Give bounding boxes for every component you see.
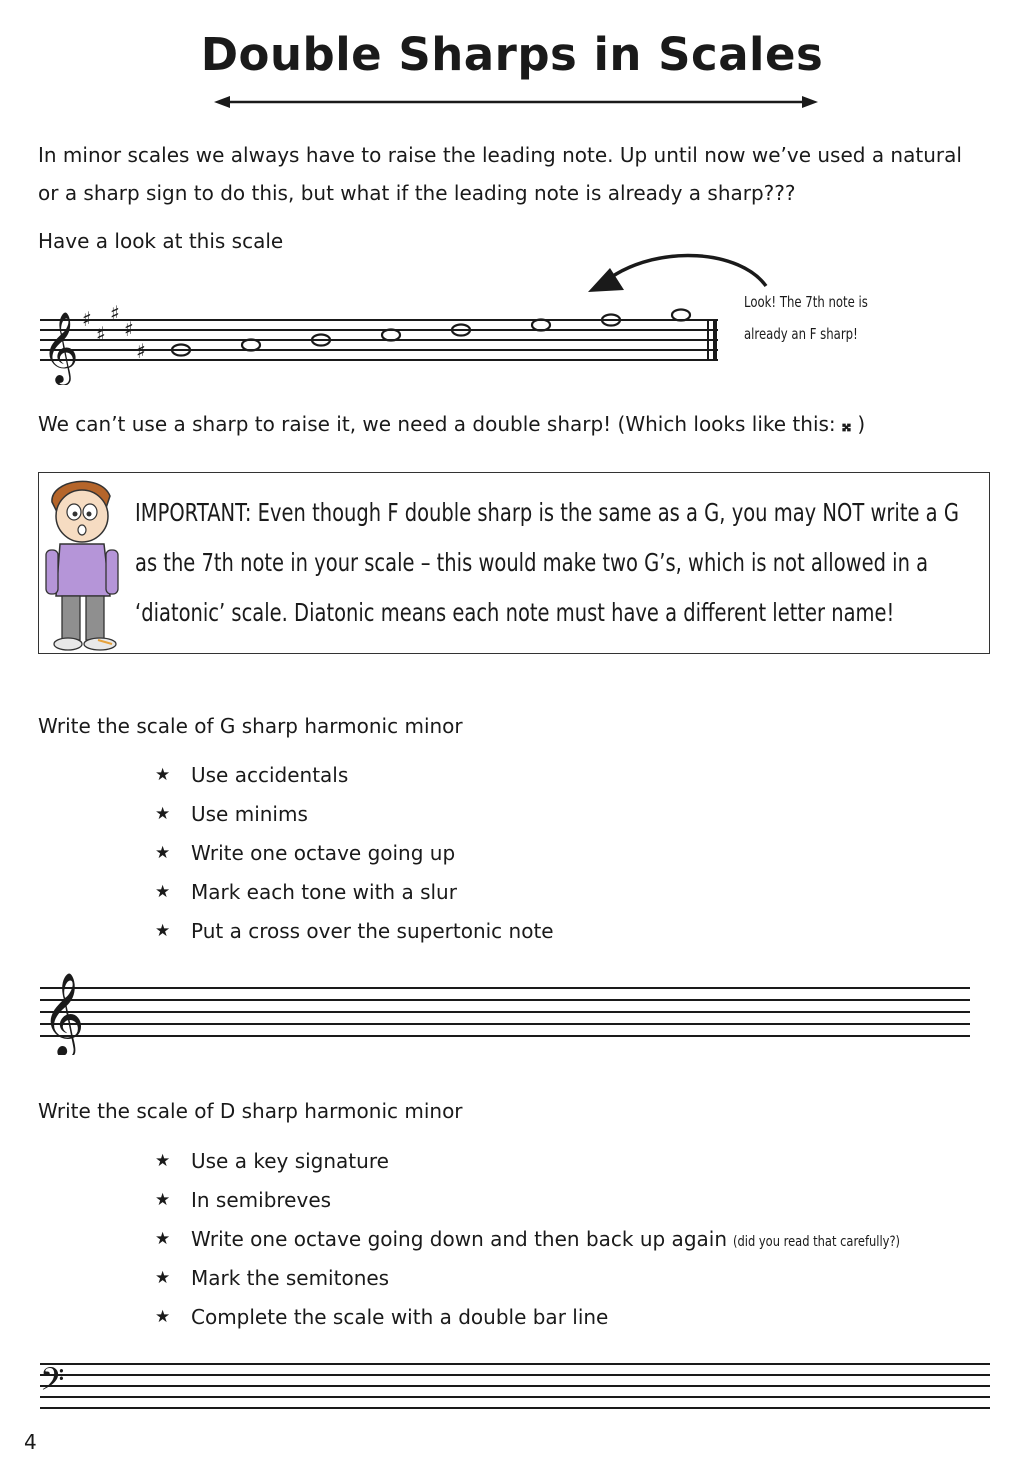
svg-text:♯: ♯ — [96, 322, 106, 346]
seventh-note-callout: Look! The 7th note is already an F sharp! — [744, 293, 868, 343]
question2-bullets — [155, 1142, 937, 1337]
list-item: ★ In semibreves — [155, 1181, 937, 1220]
list-item: ★ Use a key signature — [155, 1142, 937, 1181]
list-item: ★ Write one octave going up — [155, 834, 554, 873]
double-arrow-decoration — [214, 92, 818, 112]
answer-staff-bass[interactable] — [36, 1352, 994, 1422]
double-sharp-symbol: 𝄪 — [842, 412, 852, 436]
star-bullet-icon: ★ — [155, 1190, 171, 1210]
treble-clef-icon: 𝄞 — [42, 310, 79, 383]
important-note: IMPORTANT: Even though F double sharp is the same as a G, you may NOT write a G as the 7th note in your scale – this would make two G’s, which is not allowed in a ‘diatonic’ scale. Diatonic means each note must have a different letter name! — [135, 498, 959, 627]
star-bullet-icon: ★ — [155, 1307, 171, 1327]
list-item: ★ Write one octave going down and then back up again (did you read that carefully?) — [155, 1220, 937, 1259]
treble-clef-icon: 𝄞 — [42, 971, 85, 1055]
key-signature-sharps — [82, 301, 146, 363]
bass-clef-icon: 𝄢 — [40, 1361, 65, 1405]
carefully-note: (did you read that carefully?) — [733, 1234, 901, 1250]
svg-text:♯: ♯ — [124, 317, 134, 341]
list-item: ★ Use minims — [155, 795, 554, 834]
page-number: 4 — [24, 1430, 37, 1454]
svg-text:♯: ♯ — [82, 307, 92, 331]
question1-heading: Write the scale of G sharp harmonic minor — [38, 714, 463, 738]
question2-heading: Write the scale of D sharp harmonic minor — [38, 1099, 463, 1123]
star-bullet-icon: ★ — [155, 1151, 171, 1171]
star-bullet-icon: ★ — [155, 765, 171, 785]
list-item: ★ Put a cross over the supertonic note — [155, 912, 554, 951]
list-item: ★ Use accidentals — [155, 756, 554, 795]
star-bullet-icon: ★ — [155, 921, 171, 941]
list-item: ★ Mark each tone with a slur — [155, 873, 554, 912]
page-title: Double Sharps in Scales — [200, 28, 824, 81]
question1-bullets — [155, 756, 554, 951]
svg-text:♯: ♯ — [110, 301, 120, 325]
double-sharp-sentence: We can’t use a sharp to raise it, we need a double sharp! (Which looks like this: 𝄪 ) — [38, 412, 866, 436]
star-bullet-icon: ★ — [155, 843, 171, 863]
star-bullet-icon: ★ — [155, 804, 171, 824]
star-bullet-icon: ★ — [155, 1268, 171, 1288]
star-bullet-icon: ★ — [155, 1229, 171, 1249]
scale-notes — [172, 310, 690, 356]
svg-text:♯: ♯ — [136, 339, 146, 363]
cartoon-boy-icon — [40, 474, 132, 654]
list-item: ★ Complete the scale with a double bar line — [155, 1298, 937, 1337]
look-at-scale-text: Have a look at this scale — [38, 229, 284, 253]
list-item: ★ Mark the semitones — [155, 1259, 937, 1298]
answer-staff-treble[interactable] — [36, 960, 976, 1055]
star-bullet-icon: ★ — [155, 882, 171, 902]
intro-paragraph: In minor scales we always have to raise the leading note. Up until now we’ve used a natural or a sharp sign to do this, but what if the leading note is already a sharp??? — [38, 143, 962, 205]
